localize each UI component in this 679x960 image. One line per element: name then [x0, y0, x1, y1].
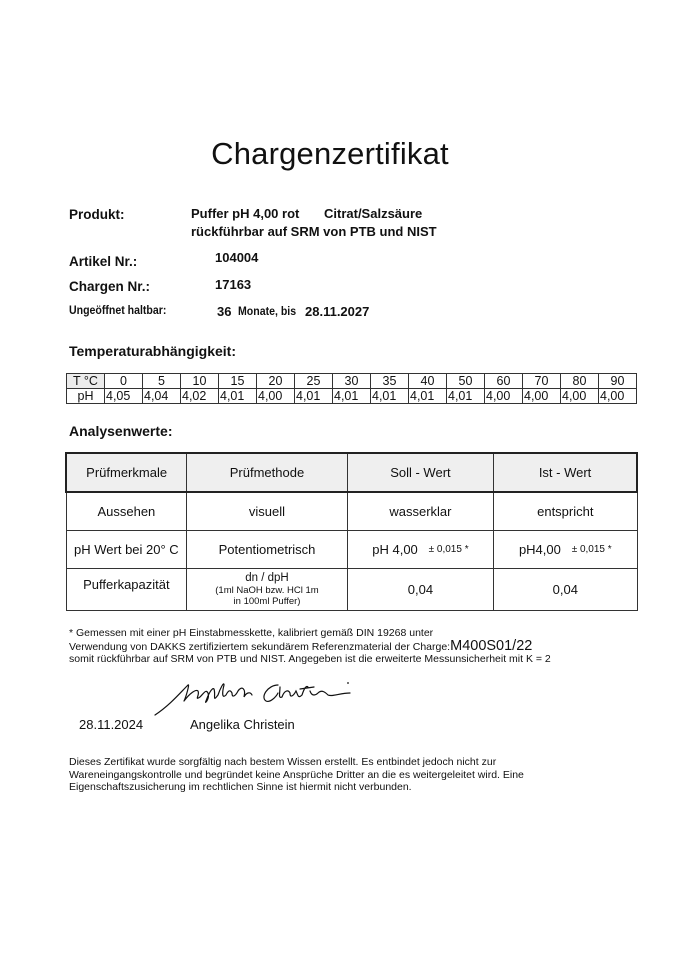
product-name: Puffer pH 4,00 rot [191, 206, 300, 221]
actual-cell: 0,04 [494, 568, 637, 610]
footnote-line-2-text: Verwendung von DAKKS zertifiziertem sekundärem Referenzmaterial der Charge: [69, 640, 451, 653]
actual-tolerance: ± 0,015 * [571, 543, 612, 555]
col-header-feature: Prüfmerkmale [66, 453, 187, 492]
actual-cell [494, 530, 637, 568]
page-title: Chargenzertifikat [211, 136, 449, 171]
shelf-life-months-text: Monate, bis [238, 304, 297, 318]
table-row [66, 530, 637, 568]
table-row [66, 568, 637, 610]
method-detail-1: (1ml NaOH bzw. HCl 1m [215, 584, 319, 596]
temp-cell: 80 [561, 374, 599, 389]
ph-cell: 4,00 [599, 389, 637, 404]
ph-cell: 4,00 [561, 389, 599, 404]
ph-cell: 4,01 [295, 389, 333, 404]
target-cell [347, 530, 493, 568]
analysis-header-row [66, 453, 637, 492]
analysis-table [65, 452, 638, 611]
actual-value: pH4,00 [518, 541, 561, 557]
col-header-actual: Ist - Wert [494, 453, 637, 492]
article-number: 104004 [215, 250, 259, 265]
method-cell: visuell [187, 492, 348, 530]
shelf-life-label: Ungeöffnet haltbar: [69, 303, 167, 317]
ph-cell: 4,01 [371, 389, 409, 404]
ph-cell: 4,00 [485, 389, 523, 404]
ph-cell: 4,05 [105, 389, 143, 404]
ph-cell: 4,01 [447, 389, 485, 404]
footnote [69, 627, 551, 666]
temp-cell: 10 [181, 374, 219, 389]
feature-cell: pH Wert bei 20° C [66, 530, 187, 568]
temp-cell: 50 [447, 374, 485, 389]
product-label: Produkt: [69, 207, 125, 222]
ph-row [67, 389, 637, 404]
table-row [66, 492, 637, 530]
ph-cell: 4,01 [333, 389, 371, 404]
ph-cell: 4,04 [143, 389, 181, 404]
disclaimer-line-2: Wareneingangskontrolle und begründet keine Ansprüche Dritter an die es weitergeleitet wird. Eine [69, 768, 524, 781]
ph-row-label: pH [67, 389, 105, 404]
temp-cell: 30 [333, 374, 371, 389]
temp-row-label: T °C [67, 374, 105, 389]
target-tolerance: ± 0,015 * [428, 543, 469, 555]
temp-cell: 90 [599, 374, 637, 389]
disclaimer-line-1: Dieses Zertifikat wurde sorgfältig nach bestem Wissen erstellt. Es entbindet jedoch nicht zur [69, 756, 497, 768]
signatory-name: Angelika Christein [190, 717, 295, 732]
target-cell: wasserklar [347, 492, 493, 530]
ph-cell: 4,00 [257, 389, 295, 404]
col-header-method: Prüfmethode [187, 453, 348, 492]
feature-cell: Aussehen [66, 492, 187, 530]
product-composition: Citrat/Salzsäure [324, 206, 423, 221]
signature-date: 28.11.2024 [79, 717, 144, 732]
product-traceability: rückführbar auf SRM von PTB und NIST [191, 224, 437, 239]
temperature-heading: Temperaturabhängigkeit: [69, 343, 236, 359]
ph-cell: 4,01 [219, 389, 257, 404]
shelf-life-months: 36 [217, 304, 232, 319]
ph-cell: 4,02 [181, 389, 219, 404]
method-cell [187, 568, 348, 610]
feature-cell: Pufferkapazität [66, 568, 187, 610]
disclaimer-line-3: Eigenschaftszusicherung im rechtlichen Sinne ist hiermit nicht verbunden. [69, 781, 412, 793]
target-value: pH 4,00 [372, 541, 418, 557]
shelf-life-expiry: 28.11.2027 [305, 304, 370, 319]
temp-cell: 70 [523, 374, 561, 389]
target-cell: 0,04 [347, 568, 493, 610]
disclaimer [69, 756, 524, 794]
temp-cell: 40 [409, 374, 447, 389]
signature-image [150, 675, 360, 720]
analysis-heading: Analysenwerte: [69, 423, 173, 439]
temp-cell: 0 [105, 374, 143, 389]
temp-cell: 20 [257, 374, 295, 389]
temp-cell: 35 [371, 374, 409, 389]
footnote-line-3: somit rückführbar auf SRM von PTB und NIST. Angegeben ist die erweiterte Messunsicherheit mit K = 2 [69, 653, 551, 665]
temperature-table [66, 373, 637, 404]
method-cell: Potentiometrisch [187, 530, 348, 568]
batch-label: Chargen Nr.: [69, 279, 151, 294]
actual-cell: entspricht [494, 492, 637, 530]
temp-cell: 25 [295, 374, 333, 389]
footnote-line-1: * Gemessen mit einer pH Einstabmesskette, kalibriert gemäß DIN 19268 unter [69, 627, 434, 639]
ph-cell: 4,01 [409, 389, 447, 404]
batch-number: 17163 [215, 277, 252, 292]
temp-cell: 15 [219, 374, 257, 389]
method-main: dn / dpH [245, 571, 289, 584]
method-detail-2: in 100ml Puffer) [233, 595, 301, 607]
temperature-row [67, 374, 637, 389]
article-label: Artikel Nr.: [69, 254, 138, 269]
col-header-target: Soll - Wert [347, 453, 493, 492]
footnote-line-2 [69, 637, 551, 654]
temp-cell: 5 [143, 374, 181, 389]
temp-cell: 60 [485, 374, 523, 389]
ph-cell: 4,00 [523, 389, 561, 404]
reference-charge: M400S01/22 [450, 637, 533, 654]
